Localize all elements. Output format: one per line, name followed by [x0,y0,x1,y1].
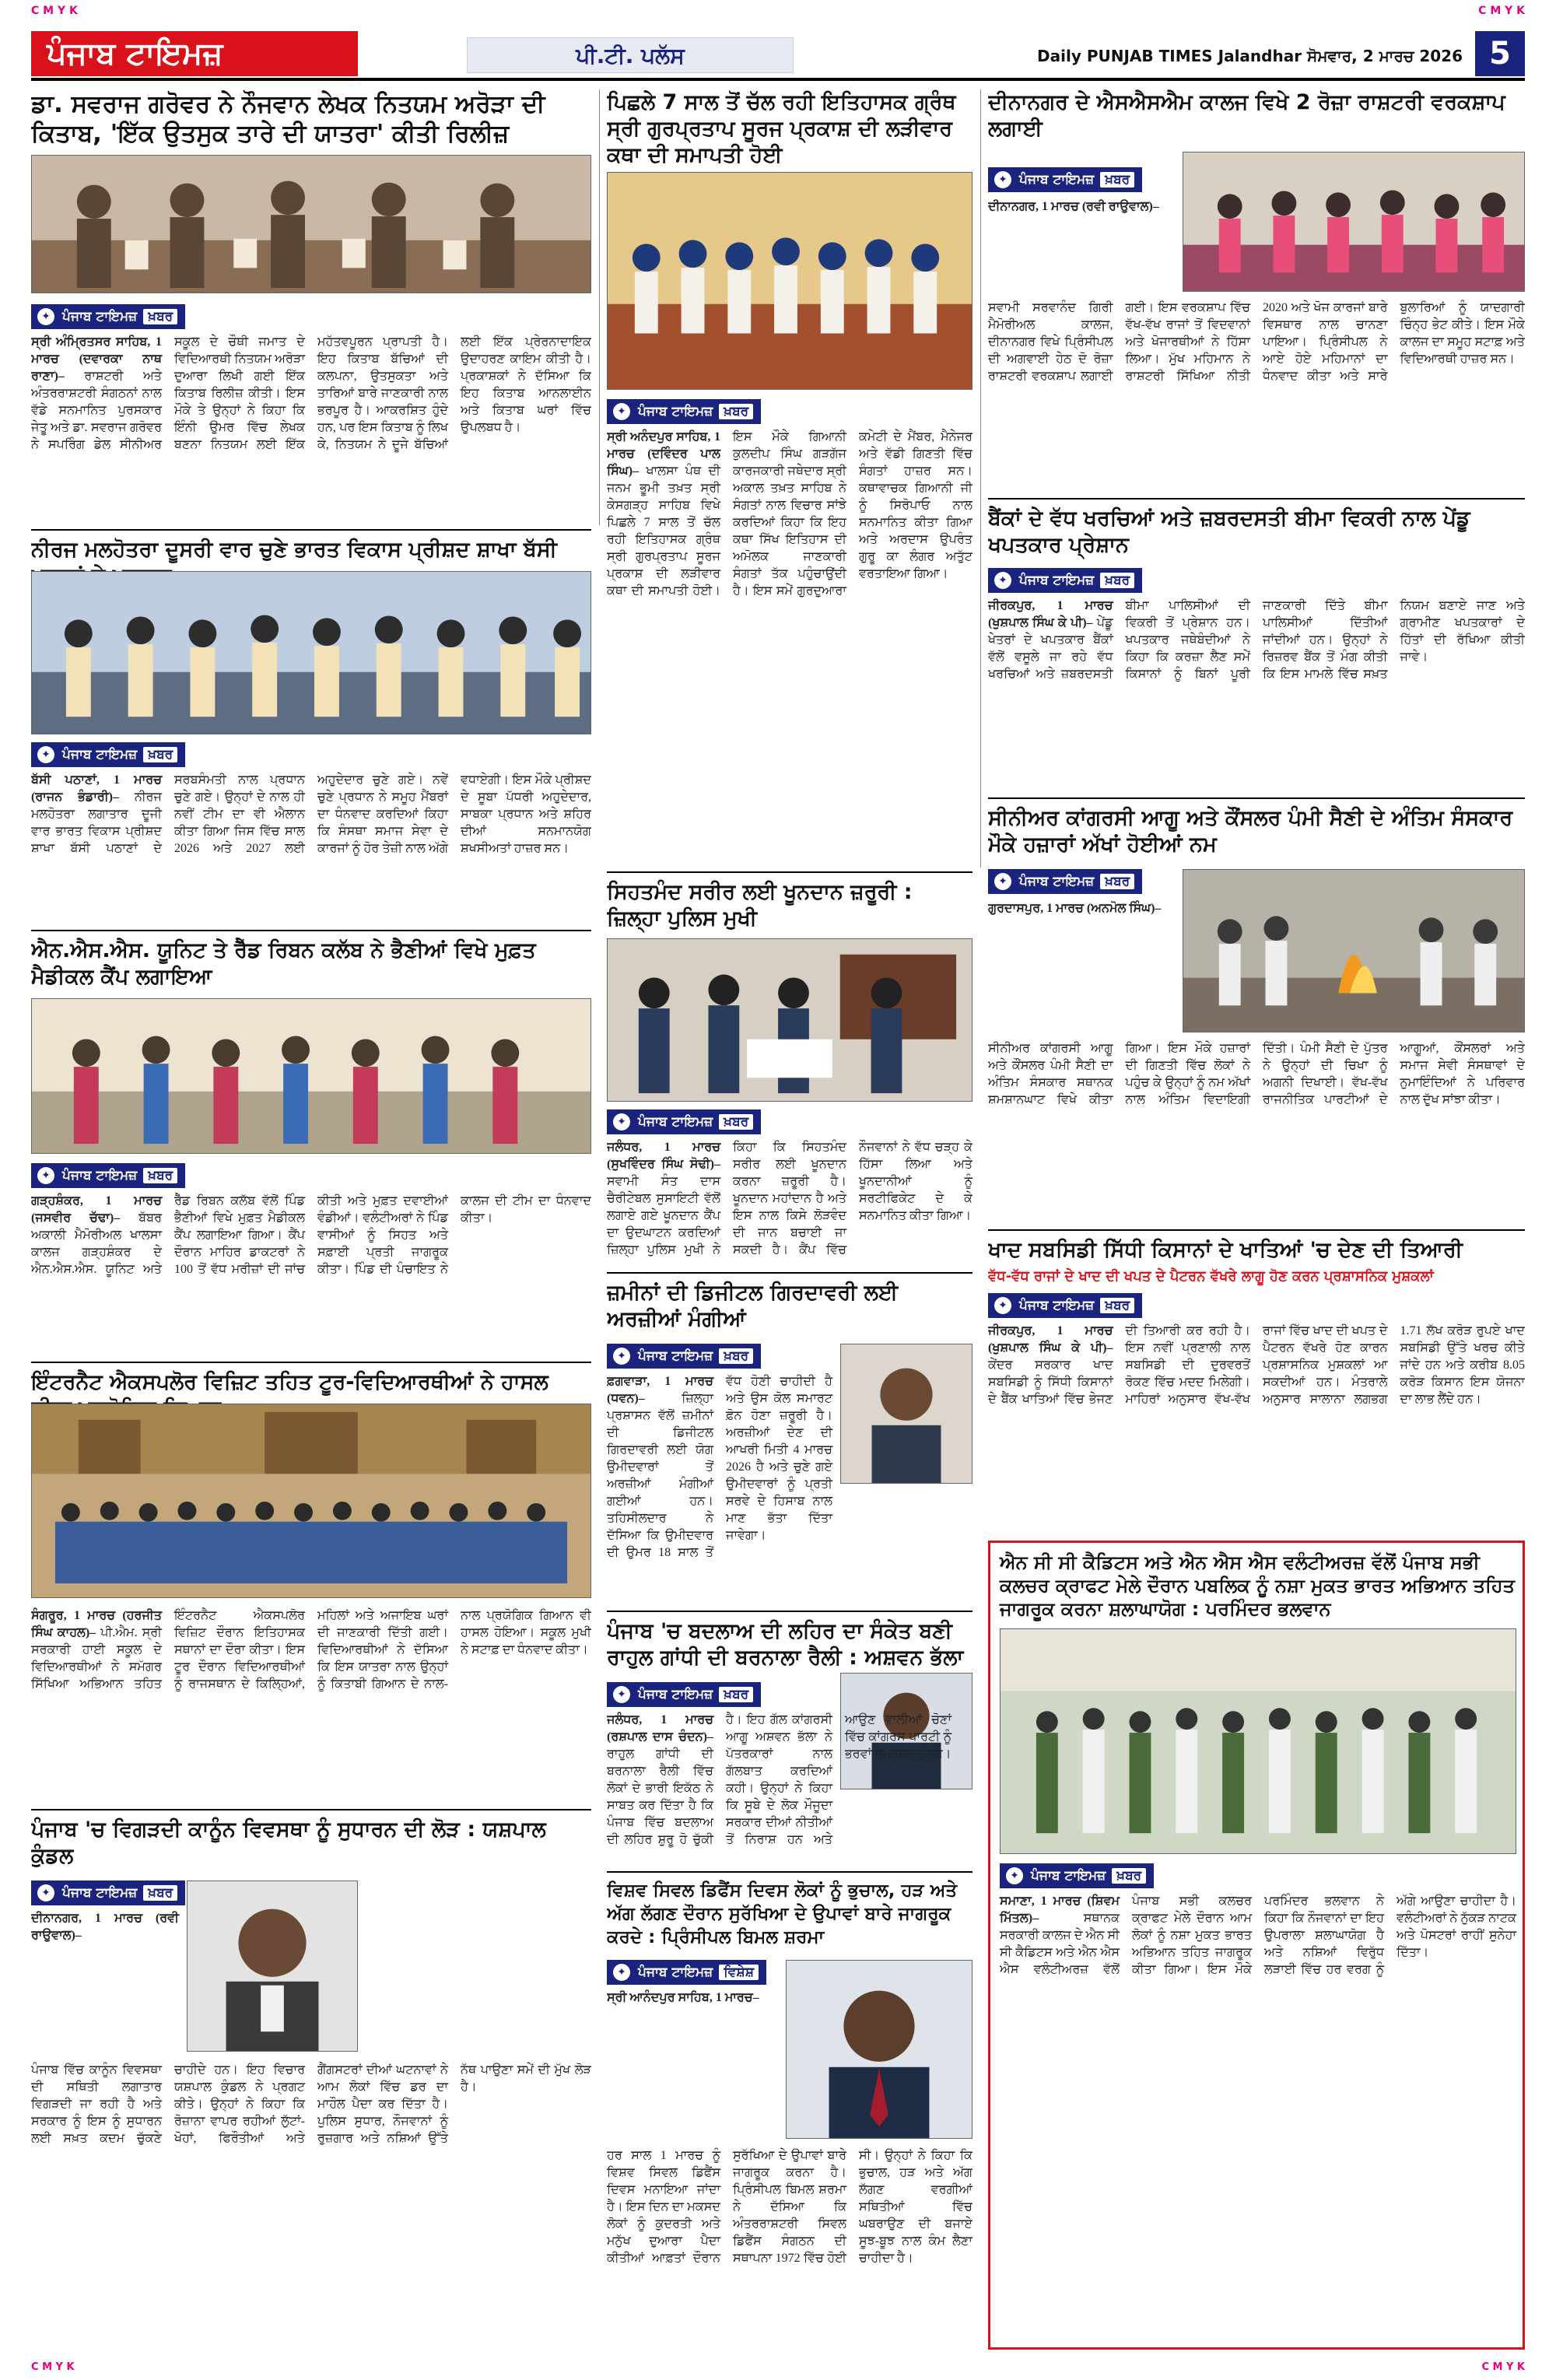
article-body-lead: ਗੁਰਦਾਸਪੁਰ, 1 ਮਾਰਚ (ਅਨਮੋਲ ਸਿੰਘ)– [988,902,1162,915]
photo-yashpal-kundal [187,1881,358,2052]
headline: ਪਿਛਲੇ 7 ਸਾਲ ਤੋਂ ਚੱਲ ਰਹੀ ਇਤਿਹਾਸਕ ਗ੍ਰੰਥ ਸ੍ਰੀ ਗੁਰਪ੍ਰਤਾਪ ਸੂਰਜ ਪ੍ਰਕਾਸ਼ ਦੀ ਲੜੀਵਾਰ ਕਥਾ ਦੀ ਸਮਾਪਤੀ ਹੋਈ [607,90,956,167]
column-divider [980,89,981,868]
byline-tag: ✦ ਪੰਜਾਬ ਟਾਇਮਜ਼ ਖ਼ਬਰ [607,1682,761,1707]
photo-official-portrait [840,1344,972,1484]
logo-icon: ✦ [613,1348,630,1365]
article-excursion [31,1369,591,1805]
headline: ਇੰਟਰਨੈਟ ਐਕਸਪਲੋਰ ਵਿਜ਼ਿਟ ਤਹਿਤ ਟੂਰ-ਵਿਦਿਆਰਥੀਆਂ ਨੇ ਹਾਸਲ [31,1370,548,1394]
row-divider [607,1611,972,1612]
byline-tag: ✦ ਪੰਜਾਬ ਟਾਇਮਜ਼ ਖ਼ਬਰ [607,399,761,424]
byline-tag: ✦ ਪੰਜਾਬ ਟਾਇਮਜ਼ ਖ਼ਬਰ [31,742,185,767]
byline-tag: ✦ ਪੰਜਾਬ ਟਾਇਮਜ਼ ਖ਼ਬਰ [31,1163,185,1188]
footer-registration-strip [31,2361,1525,2375]
article-body-lead: ਦੀਨਾਨਗਰ, 1 ਮਾਰਚ (ਰਵੀ ਰਾਉਵਾਲ)– [988,200,1159,213]
registration-mark-bottom-left: C M Y K [31,2361,75,2373]
article-law-order [31,1817,591,2354]
logo-icon: ✦ [37,1884,54,1902]
article-body: ਬੱਸੀ ਪਠਾਣਾਂ, 1 ਮਾਰਚ (ਰਾਜਨ ਭੰਡਾਰੀ)– ਨੀਰਜ ਮਲਹੋਤਰਾ ਲਗਾਤਾਰ ਦੂਜੀ ਵਾਰ ਭਾਰਤ ਵਿਕਾਸ ਪ੍ਰੀਸ਼ਦ ਸ਼ਾਖਾ ਬੱਸੀ ਪਠਾਣਾਂ ਦੇ ਸਰਬਸੰਮਤੀ ਨਾਲ ਪ੍ਰਧਾਨ ਚੁਣੇ ਗਏ। ਉਨ੍ਹਾਂ ਦੇ ਨਾਲ ਹੀ ਨਵੀਂ ਟੀਮ ਦਾ ਵੀ ਐਲਾਨ ਕੀਤਾ ਗਿਆ ਜਿਸ ਵਿੱਚ ਸਾਲ 2026 ਅਤੇ 2027 ਲਈ ਅਹੁਦੇਦਾਰ ਚੁਣੇ ਗਏ। ਨਵੇਂ ਚੁਣੇ ਪ੍ਰਧਾਨ ਨੇ ਸਮੂਹ ਮੈਂਬਰਾਂ ਦਾ ਧੰਨਵਾਦ ਕਰਦਿਆਂ ਕਿਹਾ ਕਿ ਸੰਸਥਾ ਸਮਾਜ ਸੇਵਾ ਦੇ ਕਾਰਜਾਂ ਨੂੰ ਹੋਰ ਤੇਜ਼ੀ ਨਾਲ ਅੱਗੇ ਵਧਾਏਗੀ। ਇਸ ਮੌਕੇ ਪ੍ਰੀਸ਼ਦ ਦੇ ਸੂਬਾ ਪੱਧਰੀ ਅਹੁਦੇਦਾਰ, ਸਾਬਕਾ ਪ੍ਰਧਾਨ ਅਤੇ ਸ਼ਹਿਰ ਦੀਆਂ ਸਨਮਾਨਯੋਗ ਸ਼ਖਸੀਅਤਾਂ ਹਾਜ਼ਰ ਸਨ। [31,773,591,855]
date-line: Daily PUNJAB TIMES Jalandhar ਸੋਮਵਾਰ, 2 ਮਾਰਚ 2026 [1037,47,1463,65]
article-body: ਸੀਨੀਅਰ ਕਾਂਗਰਸੀ ਆਗੂ ਅਤੇ ਕੌਂਸਲਰ ਪੰਮੀ ਸੈਣੀ ਦਾ ਅੰਤਿਮ ਸੰਸਕਾਰ ਸਥਾਨਕ ਸ਼ਮਸ਼ਾਨਘਾਟ ਵਿਖੇ ਕੀਤਾ ਗਿਆ। ਇਸ ਮੌਕੇ ਹਜ਼ਾਰਾਂ ਦੀ ਗਿਣਤੀ ਵਿੱਚ ਲੋਕਾਂ ਨੇ ਪਹੁੰਚ ਕੇ ਉਨ੍ਹਾਂ ਨੂੰ ਨਮ ਅੱਖਾਂ ਨਾਲ ਅੰਤਿਮ ਵਿਦਾਇਗੀ ਦਿੱਤੀ। ਪੰਮੀ ਸੈਣੀ ਦੇ ਪੁੱਤਰ ਨੇ ਉਨ੍ਹਾਂ ਦੀ ਚਿਖਾ ਨੂੰ ਅਗਨੀ ਦਿਖਾਈ। ਵੱਖ-ਵੱਖ ਰਾਜਨੀਤਿਕ ਪਾਰਟੀਆਂ ਦੇ ਆਗੂਆਂ, ਕੌਂਸਲਰਾਂ ਅਤੇ ਸਮਾਜ ਸੇਵੀ ਸੰਸਥਾਵਾਂ ਦੇ ਨੁਮਾਇੰਦਿਆਂ ਨੇ ਪਰਿਵਾਰ ਨਾਲ ਦੁੱਖ ਸਾਂਝਾ ਕੀਤਾ। [988,1042,1525,1106]
article-body: ਜੀਰਕਪੁਰ, 1 ਮਾਰਚ (ਖੁਸ਼ਪਾਲ ਸਿੰਘ ਕੇ ਪੀ)– ਕੇਂਦਰ ਸਰਕਾਰ ਖਾਦ ਸਬਸਿਡੀ ਨੂੰ ਸਿੱਧੀ ਕਿਸਾਨਾਂ ਦੇ ਬੈਂਕ ਖਾਤਿਆਂ ਵਿੱਚ ਭੇਜਣ ਦੀ ਤਿਆਰੀ ਕਰ ਰਹੀ ਹੈ। ਇਸ ਨਵੀਂ ਪ੍ਰਣਾਲੀ ਨਾਲ ਸਬਸਿਡੀ ਦੀ ਦੁਰਵਰਤੋਂ ਰੋਕਣ ਵਿੱਚ ਮਦਦ ਮਿਲੇਗੀ। ਮਾਹਿਰਾਂ ਅਨੁਸਾਰ ਵੱਖ-ਵੱਖ ਰਾਜਾਂ ਵਿੱਚ ਖਾਦ ਦੀ ਖਪਤ ਦੇ ਪੈਟਰਨ ਵੱਖਰੇ ਹੋਣ ਕਾਰਨ ਪ੍ਰਸ਼ਾਸਨਿਕ ਮੁਸ਼ਕਲਾਂ ਆ ਸਕਦੀਆਂ ਹਨ। ਮੰਤਰਾਲੇ ਅਨੁਸਾਰ ਸਾਲਾਨਾ ਲਗਭਗ 1.71 ਲੱਖ ਕਰੋੜ ਰੁਪਏ ਖਾਦ ਸਬਸਿਡੀ ਉੱਤੇ ਖਰਚ ਕੀਤੇ ਜਾਂਦੇ ਹਨ ਅਤੇ ਕਰੀਬ 8.05 ਕਰੋੜ ਕਿਸਾਨ ਇਸ ਯੋਜਨਾ ਦਾ ਲਾਭ ਲੈਂਦੇ ਹਨ। [988,1324,1525,1406]
byline-tag: ✦ ਪੰਜਾਬ ਟਾਇਮਜ਼ ਖ਼ਬਰ [988,568,1142,593]
logo-icon: ✦ [613,403,630,420]
row-divider [607,871,972,873]
headline: ਨੀਰਜ ਮਲਹੋਤਰਾ ਦੂਸਰੀ ਵਾਰ ਚੁਣੇ ਭਾਰਤ ਵਿਕਾਸ ਪ੍ਰੀਸ਼ਦ ਸ਼ਾਖਾ ਬੱਸੀ [31,538,557,562]
logo-icon: ✦ [994,171,1011,188]
row-divider [31,1809,591,1810]
page-number: 5 [1475,31,1525,76]
logo-icon: ✦ [994,1297,1011,1314]
article-ncc-nss [988,1541,1525,2350]
byline-tag: ✦ ਪੰਜਾਬ ਟਾਇਮਜ਼ ਖ਼ਬਰ [988,167,1142,192]
headline: ਵਿਸ਼ਵ ਸਿਵਲ ਡਿਫੈਂਸ ਦਿਵਸ ਲੋਕਾਂ ਨੂੰ ਭੁਚਾਲ, ਹੜ ਅਤੇ ਅੱਗ ਲੱਗਣ ਦੌਰਾਨ ਸੁਰੱਖਿਆ ਦੇ ਉਪਾਵਾਂ ਬਾਰੇ ਜਾਗਰੂਕ ਕਰਦੇ : ਪ੍ਰਿੰਸੀਪਲ ਬਿਮਲ ਸ਼ਰਮਾ [607,1881,958,1947]
row-divider [988,797,1525,799]
registration-mark-left: C M Y K [31,5,78,17]
registration-strip [31,5,1525,22]
article-body-lead: ਦੀਨਾਨਗਰ, 1 ਮਾਰਚ (ਰਵੀ ਰਾਉਵਾਲ)– [31,1912,179,1942]
row-divider [988,1229,1525,1231]
logo-icon: ✦ [613,1113,630,1130]
headline: ਪੰਜਾਬ 'ਚ ਵਿਗੜਦੀ ਕਾਨੂੰਨ ਵਿਵਸਥਾ ਨੂੰ ਸੁਧਾਰਨ ਦੀ ਲੋੜ : ਯਸ਼ਪਾਲ ਕੁੰਡਲ [31,1817,546,1868]
masthead [31,26,1525,81]
photo-gurdwara-gathering [607,172,972,390]
photo-bvp-members [31,571,591,734]
photo-cremation [1183,869,1525,1032]
article-banks [988,506,1525,794]
photo-medical-camp [31,998,591,1154]
article-workshop [988,89,1525,494]
article-civil-defence [607,1879,972,2354]
logo-icon: ✦ [613,1964,630,1981]
headline: ਸਿਹਤਮੰਦ ਸਰੀਰ ਲਈ ਖੂਨਦਾਨ ਜ਼ਰੂਰੀ : ਜ਼ਿਲ੍ਹਾ ਪੁਲਿਸ ਮੁਖੀ [607,880,913,931]
article-blood-donation [607,879,972,1268]
article-funeral [988,805,1525,1225]
article-body: ਸਵਾਮੀ ਸਰਵਾਨੰਦ ਗਿਰੀ ਮੈਮੋਰੀਅਲ ਕਾਲਜ, ਦੀਨਾਨਗਰ ਵਿਖੇ ਪ੍ਰਿੰਸੀਪਲ ਦੀ ਅਗਵਾਈ ਹੇਠ ਦੋ ਰੋਜ਼ਾ ਰਾਸ਼ਟਰੀ ਵਰਕਸ਼ਾਪ ਲਗਾਈ ਗਈ। ਇਸ ਵਰਕਸ਼ਾਪ ਵਿੱਚ ਵੱਖ-ਵੱਖ ਰਾਜਾਂ ਤੋਂ ਵਿਦਵਾਨਾਂ ਅਤੇ ਖੋਜਾਰਥੀਆਂ ਨੇ ਹਿੱਸਾ ਲਿਆ। ਮੁੱਖ ਮਹਿਮਾਨ ਨੇ ਰਾਸ਼ਟਰੀ ਸਿੱਖਿਆ ਨੀਤੀ 2020 ਅਤੇ ਖੋਜ ਕਾਰਜਾਂ ਬਾਰੇ ਵਿਸਥਾਰ ਨਾਲ ਚਾਨਣਾ ਪਾਇਆ। ਪ੍ਰਿੰਸੀਪਲ ਨੇ ਆਏ ਹੋਏ ਮਹਿਮਾਨਾਂ ਦਾ ਧੰਨਵਾਦ ਕੀਤਾ ਅਤੇ ਸਾਰੇ ਬੁਲਾਰਿਆਂ ਨੂੰ ਯਾਦਗਾਰੀ ਚਿੰਨ੍ਹ ਭੇਟ ਕੀਤੇ। ਇਸ ਮੌਕੇ ਕਾਲਜ ਦਾ ਸਮੂਹ ਸਟਾਫ਼ ਅਤੇ ਵਿਦਿਆਰਥੀ ਹਾਜ਼ਰ ਸਨ। [988,301,1525,383]
logo-icon: ✦ [994,572,1011,589]
row-divider [31,930,591,931]
photo-bimal-sharma [786,1960,972,2139]
logo-icon: ✦ [37,308,54,325]
headline: ਜ਼ਮੀਨਾਂ ਦੀ ਡਿਜੀਟਲ ਗਿਰਦਾਵਰੀ ਲਈ ਅਰਜ਼ੀਆਂ ਮੰਗੀਆਂ [607,1281,899,1331]
article-rally [607,1618,972,1867]
headline: ਸੀਨੀਅਰ ਕਾਂਗਰਸੀ ਆਗੂ ਅਤੇ ਕੌਂਸਲਰ ਪੰਮੀ ਸੈਣੀ ਦੇ ਅੰਤਿਮ ਸੰਸਕਾਰ ਮੌਕੇ ਹਜ਼ਾਰਾਂ ਅੱਖਾਂ ਹੋਈਆਂ ਨਮ [988,806,1513,857]
article-body: ਸ੍ਰੀ ਅੰਮ੍ਰਿਤਸਰ ਸਾਹਿਬ, 1 ਮਾਰਚ (ਦਵਾਰਕਾ ਨਾਥ ਰਾਣਾ)– ਰਾਸ਼ਟਰੀ ਅਤੇ ਅੰਤਰਰਾਸ਼ਟਰੀ ਸੰਗਠਨਾਂ ਨਾਲ ਵੱਡੇ ਸਨਮਾਨਿਤ ਪੁਰਸਕਾਰ ਜੇਤੂ ਅਤੇ ਡਾ. ਸਵਰਾਜ ਗਰੋਵਰ ਨੇ ਸਪਰਿੰਗ ਡੇਲ ਸੀਨੀਅਰ ਸਕੂਲ ਦੇ ਚੌਥੀ ਜਮਾਤ ਦੇ ਵਿਦਿਆਰਥੀ ਨਿਤਯਮ ਅਰੋੜਾ ਦੁਆਰਾ ਲਿਖੀ ਗਈ ਇੱਕ ਕਿਤਾਬ ਰਿਲੀਜ਼ ਕੀਤੀ। ਇਸ ਮੌਕੇ ਤੇ ਉਨ੍ਹਾਂ ਨੇ ਕਿਹਾ ਕਿ ਇੰਨੀ ਉਮਰ ਵਿੱਚ ਲੇਖਕ ਬਣਨਾ ਨਿਤਯਮ ਲਈ ਇੱਕ ਮਹੱਤਵਪੂਰਨ ਪ੍ਰਾਪਤੀ ਹੈ। ਇਹ ਕਿਤਾਬ ਬੱਚਿਆਂ ਦੀ ਕਲਪਨਾ, ਉਤਸੁਕਤਾ ਅਤੇ ਤਾਰਿਆਂ ਬਾਰੇ ਜਾਣਕਾਰੀ ਨਾਲ ਭਰਪੂਰ ਹੈ। ਆਕਰਸ਼ਿਤ ਹੁੰਦੇ ਹਨ, ਪਰ ਇਸ ਕਿਤਾਬ ਨੂੰ ਲਿਖ ਕੇ, ਨਿਤਯਮ ਨੇ ਦੂਜੇ ਬੱਚਿਆਂ ਲਈ ਇੱਕ ਪ੍ਰੇਰਨਾਦਾਇਕ ਉਦਾਹਰਣ ਕਾਇਮ ਕੀਤੀ ਹੈ। ਪ੍ਰਕਾਸ਼ਕਾਂ ਨੇ ਦੱਸਿਆ ਕਿ ਇਹ ਕਿਤਾਬ ਆਨਲਾਈਨ ਅਤੇ ਕਿਤਾਬ ਘਰਾਂ ਵਿੱਚ ਉਪਲਬਧ ਹੈ। [31,335,591,451]
photo-workshop [1183,152,1525,292]
row-divider [31,529,591,531]
logo-icon: ✦ [1006,1867,1023,1884]
column-divider [599,89,600,525]
registration-mark-right: C M Y K [1478,5,1525,17]
article-body: ਪੰਜਾਬ ਵਿੱਚ ਕਾਨੂੰਨ ਵਿਵਸਥਾ ਦੀ ਸਥਿਤੀ ਲਗਾਤਾਰ ਵਿਗੜਦੀ ਜਾ ਰਹੀ ਹੈ ਅਤੇ ਸਰਕਾਰ ਨੂੰ ਇਸ ਨੂੰ ਸੁਧਾਰਨ ਲਈ ਸਖ਼ਤ ਕਦਮ ਚੁੱਕਣੇ ਚਾਹੀਦੇ ਹਨ। ਇਹ ਵਿਚਾਰ ਯਸ਼ਪਾਲ ਕੁੰਡਲ ਨੇ ਪ੍ਰਗਟ ਕੀਤੇ। ਉਨ੍ਹਾਂ ਨੇ ਕਿਹਾ ਕਿ ਰੋਜ਼ਾਨਾ ਵਾਪਰ ਰਹੀਆਂ ਲੁੱਟਾਂ-ਖੋਹਾਂ, ਫਿਰੌਤੀਆਂ ਅਤੇ ਗੈਂਗਸਟਰਾਂ ਦੀਆਂ ਘਟਨਾਵਾਂ ਨੇ ਆਮ ਲੋਕਾਂ ਵਿੱਚ ਡਰ ਦਾ ਮਾਹੌਲ ਪੈਦਾ ਕਰ ਦਿੱਤਾ ਹੈ। ਪੁਲਿਸ ਸੁਧਾਰ, ਨੌਜਵਾਨਾਂ ਨੂੰ ਰੁਜ਼ਗਾਰ ਅਤੇ ਨਸ਼ਿਆਂ ਉੱਤੇ ਨੱਥ ਪਾਉਣਾ ਸਮੇਂ ਦੀ ਮੁੱਖ ਲੋੜ ਹੈ। [31,2063,591,2145]
article-body: ਜਲੰਧਰ, 1 ਮਾਰਚ (ਰਸ਼ਪਾਲ ਦਾਸ ਚੰਦਨ)– ਰਾਹੁਲ ਗਾਂਧੀ ਦੀ ਬਰਨਾਲਾ ਰੈਲੀ ਵਿੱਚ ਲੋਕਾਂ ਦੇ ਭਾਰੀ ਇਕੱਠ ਨੇ ਸਾਬਤ ਕਰ ਦਿੱਤਾ ਹੈ ਕਿ ਪੰਜਾਬ ਵਿੱਚ ਬਦਲਾਅ ਦੀ ਲਹਿਰ ਸ਼ੁਰੂ ਹੋ ਚੁੱਕੀ ਹੈ। ਇਹ ਗੱਲ ਕਾਂਗਰਸੀ ਆਗੂ ਅਸ਼ਵਨ ਭੱਲਾ ਨੇ ਪੱਤਰਕਾਰਾਂ ਨਾਲ ਗੱਲਬਾਤ ਕਰਦਿਆਂ ਕਹੀ। ਉਨ੍ਹਾਂ ਨੇ ਕਿਹਾ ਕਿ ਸੂਬੇ ਦੇ ਲੋਕ ਮੌਜੂਦਾ ਸਰਕਾਰ ਦੀਆਂ ਨੀਤੀਆਂ ਤੋਂ ਨਿਰਾਸ਼ ਹਨ ਅਤੇ ਆਉਣ ਵਾਲੀਆਂ ਚੋਣਾਂ ਵਿੱਚ ਕਾਂਗਰਸ ਪਾਰਟੀ ਨੂੰ ਭਰਵਾਂ ਸਮਰਥਨ ਦੇਣਗੇ। [607,1713,951,1846]
logo-icon: ✦ [37,746,54,763]
byline-tag: ✦ ਪੰਜਾਬ ਟਾਇਮਜ਼ ਖ਼ਬਰ [988,869,1142,894]
byline-tag: ✦ ਪੰਜਾਬ ਟਾਇਮਜ਼ ਖ਼ਬਰ [31,1881,185,1905]
byline-tag: ✦ ਪੰਜਾਬ ਟਾਇਮਜ਼ ਖ਼ਬਰ [607,1344,761,1369]
row-divider [607,1871,972,1873]
article-book-release [31,89,591,525]
registration-mark-bottom-right: C M Y K [1481,2361,1525,2373]
section-title: ਪੀ.ਟੀ. ਪਲੱਸ [467,37,794,73]
headline: ਦੀਨਾਨਗਰ ਦੇ ਐਸਐਸਐਮ ਕਾਲਜ ਵਿਖੇ 2 ਰੋਜ਼ਾ ਰਾਸ਼ਟਰੀ ਵਰਕਸ਼ਾਪ ਲਗਾਈ [988,90,1505,141]
row-divider [988,498,1525,499]
subheadline: ਵੱਧ-ਵੱਧ ਰਾਜਾਂ ਦੇ ਖਾਦ ਦੀ ਖਪਤ ਦੇ ਪੈਟਰਨ ਵੱਖਰੇ ਲਾਗੂ ਹੋਣ ਕਰਨ ਪ੍ਰਸ਼ਾਸਨਿਕ ਮੁਸ਼ਕਲਾਂ [988,1268,1434,1285]
article-body: ਜਲੰਧਰ, 1 ਮਾਰਚ (ਸੁਖਵਿੰਦਰ ਸਿੰਘ ਸੋਢੀ)– ਸਵਾਮੀ ਸੰਤ ਦਾਸ ਚੈਰੀਟੇਬਲ ਸੁਸਾਇਟੀ ਵੱਲੋਂ ਲਗਾਏ ਗਏ ਖੂਨਦਾਨ ਕੈਂਪ ਦਾ ਉਦਘਾਟਨ ਕਰਦਿਆਂ ਜ਼ਿਲ੍ਹਾ ਪੁਲਿਸ ਮੁਖੀ ਨੇ ਕਿਹਾ ਕਿ ਸਿਹਤਮੰਦ ਸਰੀਰ ਲਈ ਖੂਨਦਾਨ ਕਰਨਾ ਜ਼ਰੂਰੀ ਹੈ। ਖੂਨਦਾਨ ਮਹਾਂਦਾਨ ਹੈ ਅਤੇ ਇਸ ਨਾਲ ਕਿਸੇ ਲੋੜਵੰਦ ਦੀ ਜਾਨ ਬਚਾਈ ਜਾ ਸਕਦੀ ਹੈ। ਕੈਂਪ ਵਿੱਚ ਨੌਜਵਾਨਾਂ ਨੇ ਵੱਧ ਚੜ੍ਹ ਕੇ ਹਿੱਸਾ ਲਿਆ ਅਤੇ ਖੂਨਦਾਨੀਆਂ ਨੂੰ ਸਰਟੀਫਿਕੇਟ ਦੇ ਕੇ ਸਨਮਾਨਿਤ ਕੀਤਾ ਗਿਆ। [607,1141,972,1257]
article-body: ਸੰਗਰੂਰ, 1 ਮਾਰਚ (ਹਰਜੀਤ ਸਿੰਘ ਕਾਹਲ)– ਪੀ.ਐਮ. ਸ੍ਰੀ ਸਰਕਾਰੀ ਹਾਈ ਸਕੂਲ ਦੇ ਵਿਦਿਆਰਥੀਆਂ ਨੇ ਸਮੱਗਰ ਸਿੱਖਿਆ ਅਭਿਆਨ ਤਹਿਤ ਇੰਟਰਨੈਟ ਐਕਸਪਲੋਰ ਵਿਜ਼ਿਟ ਦੌਰਾਨ ਇਤਿਹਾਸਕ ਸਥਾਨਾਂ ਦਾ ਦੌਰਾ ਕੀਤਾ। ਇਸ ਟੂਰ ਦੌਰਾਨ ਵਿਦਿਆਰਥੀਆਂ ਨੂੰ ਰਾਜਸਥਾਨ ਦੇ ਕਿਲ੍ਹਿਆਂ, ਮਹਿਲਾਂ ਅਤੇ ਅਜਾਇਬ ਘਰਾਂ ਦੀ ਜਾਣਕਾਰੀ ਦਿੱਤੀ ਗਈ। ਵਿਦਿਆਰਥੀਆਂ ਨੇ ਦੱਸਿਆ ਕਿ ਇਸ ਯਾਤਰਾ ਨਾਲ ਉਨ੍ਹਾਂ ਨੂੰ ਕਿਤਾਬੀ ਗਿਆਨ ਦੇ ਨਾਲ-ਨਾਲ ਪ੍ਰਯੋਗਿਕ ਗਿਆਨ ਵੀ ਹਾਸਲ ਹੋਇਆ। ਸਕੂਲ ਮੁਖੀ ਨੇ ਸਟਾਫ਼ ਦਾ ਧੰਨਵਾਦ ਕੀਤਾ। [31,1609,591,1691]
row-divider [607,1272,972,1274]
article-body: ਗੜ੍ਹਸ਼ੰਕਰ, 1 ਮਾਰਚ (ਜਸਵੀਰ ਚੱਢਾ)– ਬੱਬਰ ਅਕਾਲੀ ਮੈਮੋਰੀਅਲ ਖਾਲਸਾ ਕਾਲਜ ਗੜ੍ਹਸ਼ੰਕਰ ਦੇ ਐਨ.ਐਸ.ਐਸ. ਯੂਨਿਟ ਅਤੇ ਰੈੱਡ ਰਿਬਨ ਕਲੱਬ ਵੱਲੋਂ ਪਿੰਡ ਭੈਣੀਆਂ ਵਿਖੇ ਮੁਫ਼ਤ ਮੈਡੀਕਲ ਕੈਂਪ ਲਗਾਇਆ ਗਿਆ। ਕੈਂਪ ਦੌਰਾਨ ਮਾਹਿਰ ਡਾਕਟਰਾਂ ਨੇ 100 ਤੋਂ ਵੱਧ ਮਰੀਜ਼ਾਂ ਦੀ ਜਾਂਚ ਕੀਤੀ ਅਤੇ ਮੁਫ਼ਤ ਦਵਾਈਆਂ ਵੰਡੀਆਂ। ਵਲੰਟੀਅਰਾਂ ਨੇ ਪਿੰਡ ਵਾਸੀਆਂ ਨੂੰ ਸਿਹਤ ਅਤੇ ਸਫ਼ਾਈ ਪ੍ਰਤੀ ਜਾਗਰੂਕ ਕੀਤਾ। ਪਿੰਡ ਦੀ ਪੰਚਾਇਤ ਨੇ ਕਾਲਜ ਦੀ ਟੀਮ ਦਾ ਧੰਨਵਾਦ ਕੀਤਾ। [31,1194,591,1276]
byline-tag: ✦ ਪੰਜਾਬ ਟਾਇਮਜ਼ ਖ਼ਬਰ [1000,1863,1154,1888]
photo-students-fort [31,1404,591,1598]
photo-police-chief [607,938,972,1102]
photo-ncc-cadets [1000,1628,1516,1854]
headline: ਪੰਜਾਬ 'ਚ ਬਦਲਾਅ ਦੀ ਲਹਿਰ ਦਾ ਸੰਕੇਤ ਬਣੀ ਰਾਹੁਲ ਗਾਂਧੀ ਦੀ ਬਰਨਾਲਾ ਰੈਲੀ : ਅਸ਼ਵਨ ਭੱਲਾ [607,1619,964,1670]
article-body-lead: ਸ੍ਰੀ ਆਨੰਦਪੁਰ ਸਾਹਿਬ, 1 ਮਾਰਚ– [607,1991,759,2004]
byline-tag: ✦ ਪੰਜਾਬ ਟਾਇਮਜ਼ ਵਿਸ਼ੇਸ਼ [607,1960,766,1985]
byline-tag: ✦ ਪੰਜਾਬ ਟਾਇਮਜ਼ ਖ਼ਬਰ [31,304,185,329]
headline: ਡਾ. ਸਵਰਾਜ ਗਰੋਵਰ ਨੇ ਨੌਜਵਾਨ ਲੇਖਕ ਨਿਤਯਮ ਅਰੋੜਾ ਦੀ ਕਿਤਾਬ, 'ਇੱਕ ਉਤਸੁਕ ਤਾਰੇ ਦੀ ਯਾਤਰਾ' ਕੀਤੀ ਰਿਲੀਜ਼ [31,90,545,148]
article-body: ਫ਼ਗਵਾੜਾ, 1 ਮਾਰਚ (ਧਵਨ)– ਜ਼ਿਲ੍ਹਾ ਪ੍ਰਸ਼ਾਸਨ ਵੱਲੋਂ ਜ਼ਮੀਨਾਂ ਦੀ ਡਿਜੀਟਲ ਗਿਰਦਾਵਰੀ ਲਈ ਯੋਗ ਉਮੀਦਵਾਰਾਂ ਤੋਂ ਅਰਜ਼ੀਆਂ ਮੰਗੀਆਂ ਗਈਆਂ ਹਨ। ਤਹਿਸੀਲਦਾਰ ਨੇ ਦੱਸਿਆ ਕਿ ਉਮੀਦਵਾਰ ਦੀ ਉਮਰ 18 ਸਾਲ ਤੋਂ ਵੱਧ ਹੋਣੀ ਚਾਹੀਦੀ ਹੈ ਅਤੇ ਉਸ ਕੋਲ ਸਮਾਰਟ ਫ਼ੋਨ ਹੋਣਾ ਜ਼ਰੂਰੀ ਹੈ। ਅਰਜ਼ੀਆਂ ਦੇਣ ਦੀ ਆਖਰੀ ਮਿਤੀ 4 ਮਾਰਚ 2026 ਹੈ ਅਤੇ ਚੁਣੇ ਗਏ ਉਮੀਦਵਾਰਾਂ ਨੂੰ ਪ੍ਰਤੀ ਸਰਵੇ ਦੇ ਹਿਸਾਬ ਨਾਲ ਮਾਣ ਭੱਤਾ ਦਿੱਤਾ ਜਾਵੇਗਾ। [607,1375,832,1559]
headline: ਬੈਂਕਾਂ ਦੇ ਵੱਧ ਖਰਚਿਆਂ ਅਤੇ ਜ਼ਬਰਦਸਤੀ ਬੀਮਾ ਵਿਕਰੀ ਨਾਲ ਪੇਂਡੂ ਖਪਤਕਾਰ ਪ੍ਰੇਸ਼ਾਨ [988,506,1470,557]
logo-icon: ✦ [37,1167,54,1184]
article-fertilizer-subsidy [988,1237,1525,1533]
article-digital-girdawari [607,1280,972,1607]
headline: ਐਨ ਸੀ ਸੀ ਕੈਡਿਟਸ ਅਤੇ ਐਨ ਐਸ ਐਸ ਵਲੰਟੀਅਰਜ਼ ਵੱਲੋਂ ਪੰਜਾਬ ਸਭੀ ਕਲਚਰ ਕ੍ਰਾਫਟ ਮੇਲੇ ਦੌਰਾਨ ਪਬਲਿਕ ਨੂੰ ਨਸ਼ਾ ਮੁਕਤ ਭਾਰਤ ਅਭਿਆਨ ਤਹਿਤ ਜਾਗਰੂਕ ਕਰਨਾ ਸ਼ਲਾਘਾਯੋਗ : ਪਰਮਿੰਦਰ ਭਲਵਾਨ [1000,1551,1515,1620]
article-katha-samapti [607,89,972,868]
headline: ਖਾਦ ਸਬਸਿਡੀ ਸਿੱਧੀ ਕਿਸਾਨਾਂ ਦੇ ਖਾਤਿਆਂ 'ਚ ਦੇਣ ਦੀ ਤਿਆਰੀ [988,1238,1463,1262]
article-medical-camp [31,938,591,1358]
photo-book-release [31,155,591,293]
byline-tag: ✦ ਪੰਜਾਬ ਟਾਇਮਜ਼ ਖ਼ਬਰ [988,1293,1142,1318]
article-body: ਸ੍ਰੀ ਅਨੰਦਪੁਰ ਸਾਹਿਬ, 1 ਮਾਰਚ (ਦਵਿੰਦਰ ਪਾਲ ਸਿੰਘ)– ਖਾਲਸਾ ਪੰਥ ਦੀ ਜਨਮ ਭੂਮੀ ਤਖ਼ਤ ਸ੍ਰੀ ਕੇਸਗੜ੍ਹ ਸਾਹਿਬ ਵਿਖੇ ਪਿਛਲੇ 7 ਸਾਲ ਤੋਂ ਚੱਲ ਰਹੀ ਇਤਿਹਾਸਕ ਗ੍ਰੰਥ ਸ੍ਰੀ ਗੁਰਪ੍ਰਤਾਪ ਸੂਰਜ ਪ੍ਰਕਾਸ਼ ਦੀ ਲੜੀਵਾਰ ਕਥਾ ਦੀ ਸਮਾਪਤੀ ਹੋਈ। ਇਸ ਮੌਕੇ ਗਿਆਨੀ ਕੁਲਦੀਪ ਸਿੰਘ ਗੜਗੱਜ ਕਾਰਜਕਾਰੀ ਜਥੇਦਾਰ ਸ੍ਰੀ ਅਕਾਲ ਤਖ਼ਤ ਸਾਹਿਬ ਨੇ ਸੰਗਤਾਂ ਨਾਲ ਵਿਚਾਰ ਸਾਂਝੇ ਕਰਦਿਆਂ ਕਿਹਾ ਕਿ ਇਹ ਕਥਾ ਸਿੱਖ ਇਤਿਹਾਸ ਦੀ ਅਮੋਲਕ ਜਾਣਕਾਰੀ ਸੰਗਤਾਂ ਤੱਕ ਪਹੁੰਚਾਉਂਦੀ ਹੈ। ਇਸ ਸਮੇਂ ਗੁਰਦੁਆਰਾ ਕਮੇਟੀ ਦੇ ਮੈਂਬਰ, ਮੈਨੇਜਰ ਅਤੇ ਵੱਡੀ ਗਿਣਤੀ ਵਿੱਚ ਸੰਗਤਾਂ ਹਾਜ਼ਰ ਸਨ। ਕਥਾਵਾਚਕ ਗਿਆਨੀ ਜੀ ਨੂੰ ਸਿਰੋਪਾਓ ਨਾਲ ਸਨਮਾਨਿਤ ਕੀਤਾ ਗਿਆ ਅਤੇ ਅਰਦਾਸ ਉਪਰੰਤ ਗੁਰੂ ਕਾ ਲੰਗਰ ਅਤੁੱਟ ਵਰਤਾਇਆ ਗਿਆ। [607,430,972,598]
row-divider [31,1362,591,1363]
article-body: ਸਮਾਣਾ, 1 ਮਾਰਚ (ਸ਼ਿਵਮ ਮਿੱਤਲ)– ਸਥਾਨਕ ਸਰਕਾਰੀ ਕਾਲਜ ਦੇ ਐਨ ਸੀ ਸੀ ਕੈਡਿਟਸ ਅਤੇ ਐਨ ਐਸ ਐਸ ਵਲੰਟੀਅਰਜ਼ ਵੱਲੋਂ ਪੰਜਾਬ ਸਭੀ ਕਲਚਰ ਕ੍ਰਾਫਟ ਮੇਲੇ ਦੌਰਾਨ ਆਮ ਲੋਕਾਂ ਨੂੰ ਨਸ਼ਾ ਮੁਕਤ ਭਾਰਤ ਅਭਿਆਨ ਤਹਿਤ ਜਾਗਰੂਕ ਕੀਤਾ ਗਿਆ। ਇਸ ਮੌਕੇ ਪਰਮਿੰਦਰ ਭਲਵਾਨ ਨੇ ਕਿਹਾ ਕਿ ਨੌਜਵਾਨਾਂ ਦਾ ਇਹ ਉਪਰਾਲਾ ਸ਼ਲਾਘਾਯੋਗ ਹੈ ਅਤੇ ਨਸ਼ਿਆਂ ਵਿਰੁੱਧ ਲੜਾਈ ਵਿੱਚ ਹਰ ਵਰਗ ਨੂੰ ਅੱਗੇ ਆਉਣਾ ਚਾਹੀਦਾ ਹੈ। ਵਲੰਟੀਅਰਾਂ ਨੇ ਨੁੱਕੜ ਨਾਟਕ ਅਤੇ ਪੋਸਟਰਾਂ ਰਾਹੀਂ ਸੁਨੇਹਾ ਦਿੱਤਾ। [1000,1895,1516,1976]
headline: ਐਨ.ਐਸ.ਐਸ. ਯੂਨਿਟ ਤੇ ਰੈੱਡ ਰਿਬਨ ਕਲੱਬ ਨੇ ਭੈਣੀਆਂ ਵਿਖੇ ਮੁਫ਼ਤ ਮੈਡੀਕਲ ਕੈਂਪ ਲਗਾਇਆ [31,938,536,989]
logo-icon: ✦ [994,873,1011,890]
logo-icon: ✦ [613,1686,630,1703]
article-body: ਹਰ ਸਾਲ 1 ਮਾਰਚ ਨੂੰ ਵਿਸ਼ਵ ਸਿਵਲ ਡਿਫੈਂਸ ਦਿਵਸ ਮਨਾਇਆ ਜਾਂਦਾ ਹੈ। ਇਸ ਦਿਨ ਦਾ ਮਕਸਦ ਲੋਕਾਂ ਨੂੰ ਕੁਦਰਤੀ ਅਤੇ ਮਨੁੱਖ ਦੁਆਰਾ ਪੈਦਾ ਕੀਤੀਆਂ ਆਫ਼ਤਾਂ ਦੌਰਾਨ ਸੁਰੱਖਿਆ ਦੇ ਉਪਾਵਾਂ ਬਾਰੇ ਜਾਗਰੂਕ ਕਰਨਾ ਹੈ। ਪ੍ਰਿੰਸੀਪਲ ਬਿਮਲ ਸ਼ਰਮਾ ਨੇ ਦੱਸਿਆ ਕਿ ਅੰਤਰਰਾਸ਼ਟਰੀ ਸਿਵਲ ਡਿਫੈਂਸ ਸੰਗਠਨ ਦੀ ਸਥਾਪਨਾ 1972 ਵਿੱਚ ਹੋਈ ਸੀ। ਉਨ੍ਹਾਂ ਨੇ ਕਿਹਾ ਕਿ ਭੁਚਾਲ, ਹੜ ਅਤੇ ਅੱਗ ਲੱਗਣ ਵਰਗੀਆਂ ਸਥਿਤੀਆਂ ਵਿੱਚ ਘਬਰਾਉਣ ਦੀ ਬਜਾਏ ਸੂਝ-ਬੂਝ ਨਾਲ ਕੰਮ ਲੈਣਾ ਚਾਹੀਦਾ ਹੈ। [607,2149,972,2265]
article-bvp-president [31,537,591,926]
byline-tag: ✦ ਪੰਜਾਬ ਟਾਇਮਜ਼ ਖ਼ਬਰ [607,1109,761,1134]
article-body: ਜੀਰਕਪੁਰ, 1 ਮਾਰਚ (ਖੁਸ਼ਪਾਲ ਸਿੰਘ ਕੇ ਪੀ)– ਪੇਂਡੂ ਖੇਤਰਾਂ ਦੇ ਖਪਤਕਾਰ ਬੈਂਕਾਂ ਵੱਲੋਂ ਵਸੂਲੇ ਜਾ ਰਹੇ ਵੱਧ ਖਰਚਿਆਂ ਅਤੇ ਜ਼ਬਰਦਸਤੀ ਬੀਮਾ ਪਾਲਿਸੀਆਂ ਦੀ ਵਿਕਰੀ ਤੋਂ ਪ੍ਰੇਸ਼ਾਨ ਹਨ। ਖਪਤਕਾਰ ਜਥੇਬੰਦੀਆਂ ਨੇ ਕਿਹਾ ਕਿ ਕਰਜ਼ਾ ਲੈਣ ਸਮੇਂ ਕਿਸਾਨਾਂ ਨੂੰ ਬਿਨਾਂ ਪੂਰੀ ਜਾਣਕਾਰੀ ਦਿੱਤੇ ਬੀਮਾ ਪਾਲਿਸੀਆਂ ਦਿੱਤੀਆਂ ਜਾਂਦੀਆਂ ਹਨ। ਉਨ੍ਹਾਂ ਨੇ ਰਿਜ਼ਰਵ ਬੈਂਕ ਤੋਂ ਮੰਗ ਕੀਤੀ ਕਿ ਇਸ ਮਾਮਲੇ ਵਿੱਚ ਸਖ਼ਤ ਨਿਯਮ ਬਣਾਏ ਜਾਣ ਅਤੇ ਗ੍ਰਾਮੀਣ ਖਪਤਕਾਰਾਂ ਦੇ ਹਿੱਤਾਂ ਦੀ ਰੱਖਿਆ ਕੀਤੀ ਜਾਵੇ। [988,599,1525,681]
newspaper-logo: ਪੰਜਾਬ ਟਾਇਮਜ਼ [31,31,358,76]
